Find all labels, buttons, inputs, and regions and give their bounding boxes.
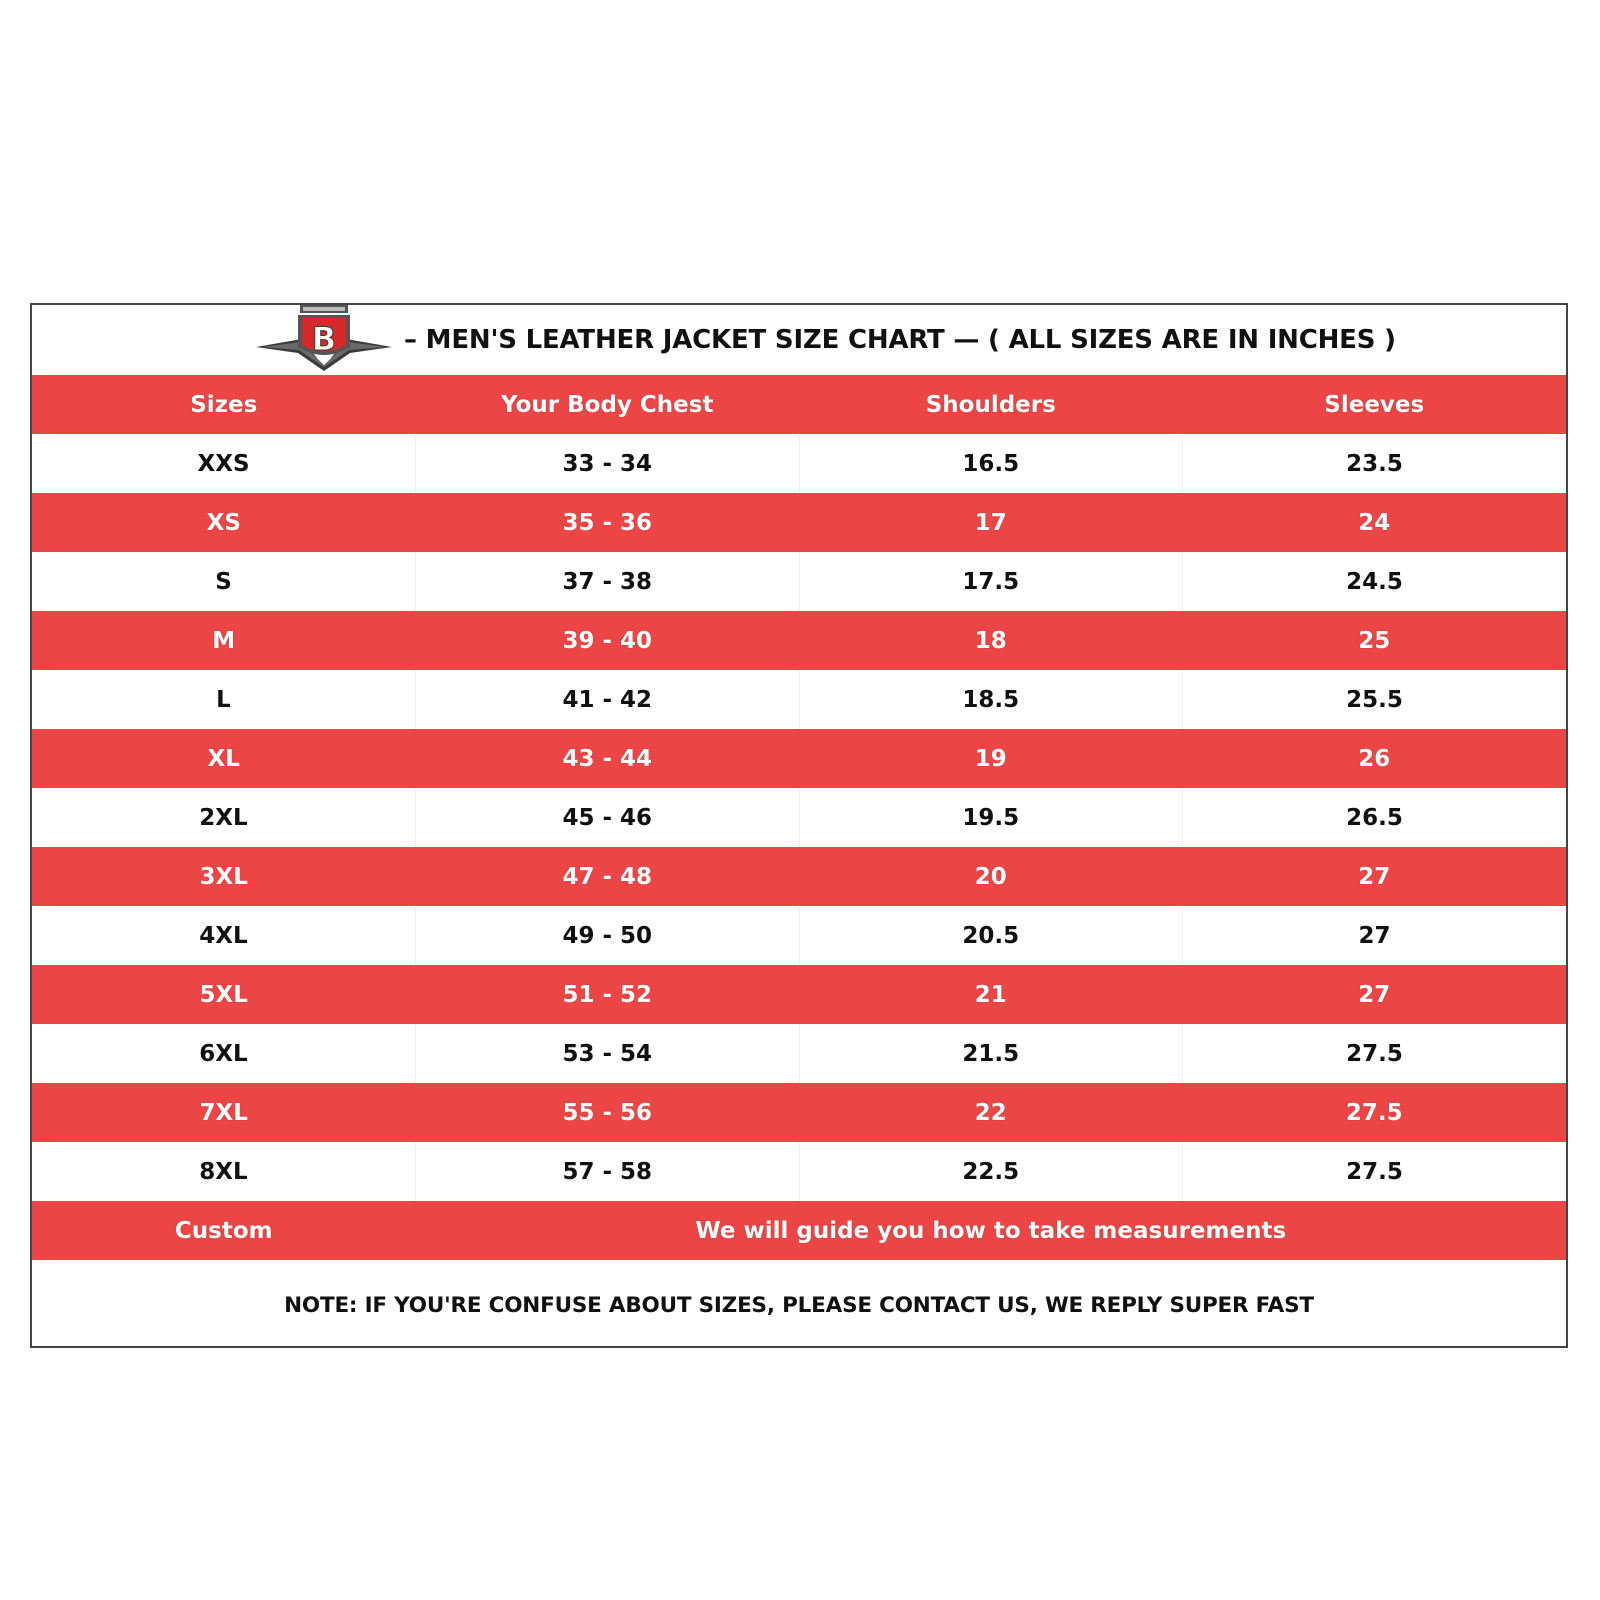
- table-row: [32, 906, 1566, 965]
- column-header-chest: Your Body Chest: [501, 391, 714, 418]
- chest-cell: 37 - 38: [416, 552, 800, 611]
- custom-label: Custom: [174, 1217, 273, 1244]
- shoulders-cell: 17.5: [799, 552, 1183, 611]
- chest-cell: 55 - 56: [562, 1099, 653, 1126]
- chest-cell: 49 - 50: [416, 906, 800, 965]
- chest-cell: 35 - 36: [562, 509, 653, 536]
- table-row: [32, 788, 1566, 847]
- note-text: NOTE: IF YOU'RE CONFUSE ABOUT SIZES, PLEASE CONTACT US, WE REPLY SUPER FAST: [284, 1293, 1314, 1318]
- sleeves-cell: 23.5: [1183, 434, 1567, 493]
- shoulders-cell: 20: [974, 863, 1007, 890]
- sleeves-cell: 24: [1358, 509, 1391, 536]
- table-row: [32, 1083, 1566, 1142]
- chest-cell: 57 - 58: [416, 1142, 800, 1201]
- sleeves-cell: 26: [1358, 745, 1391, 772]
- size-cell: L: [216, 686, 231, 713]
- chest-cell: 51 - 52: [562, 981, 653, 1008]
- size-rows: [32, 434, 1566, 1201]
- size-cell: 4XL: [199, 922, 248, 949]
- shoulders-cell: 22.5: [799, 1142, 1183, 1201]
- custom-row: [32, 1201, 1566, 1260]
- table-row: [32, 670, 1566, 729]
- sleeves-cell: 26.5: [1183, 788, 1567, 847]
- title-bar: [32, 305, 1566, 375]
- size-cell: 3XL: [199, 863, 248, 890]
- column-header-sizes: Sizes: [190, 391, 258, 418]
- shoulders-cell: 18.5: [799, 670, 1183, 729]
- shoulders-cell: 22: [974, 1099, 1007, 1126]
- size-cell: 7XL: [199, 1099, 248, 1126]
- shoulders-cell: 19.5: [799, 788, 1183, 847]
- size-table: [32, 375, 1566, 1260]
- chest-cell: 43 - 44: [562, 745, 653, 772]
- column-header-sleeves: Sleeves: [1324, 391, 1425, 418]
- shoulders-cell: 16.5: [799, 434, 1183, 493]
- table-row: [32, 1024, 1566, 1083]
- chart-title: – MEN'S LEATHER JACKET SIZE CHART — ( ALL SIZES ARE IN INCHES ): [404, 325, 1396, 355]
- table-row: [32, 552, 1566, 611]
- size-cell: 5XL: [199, 981, 248, 1008]
- size-cell: M: [212, 627, 236, 654]
- table-row: [32, 611, 1566, 670]
- sleeves-cell: 25: [1358, 627, 1391, 654]
- chest-cell: 53 - 54: [416, 1024, 800, 1083]
- table-row: [32, 493, 1566, 552]
- sleeves-cell: 27: [1358, 863, 1391, 890]
- column-header-shoulders: Shoulders: [925, 391, 1056, 418]
- sleeves-cell: 25.5: [1183, 670, 1567, 729]
- header-row: [32, 375, 1566, 434]
- size-chart: [30, 303, 1568, 1348]
- size-cell: XXS: [197, 450, 250, 477]
- size-cell: XL: [207, 745, 240, 772]
- chest-cell: 39 - 40: [562, 627, 653, 654]
- table-row: [32, 434, 1566, 493]
- table-row: [32, 965, 1566, 1024]
- table-row: [32, 729, 1566, 788]
- sleeves-cell: 27.5: [1183, 1142, 1567, 1201]
- shoulders-cell: 21.5: [799, 1024, 1183, 1083]
- shoulders-cell: 17: [974, 509, 1007, 536]
- shoulders-cell: 19: [974, 745, 1007, 772]
- logo-letter: B: [311, 320, 337, 358]
- size-cell: 8XL: [199, 1158, 248, 1185]
- chest-cell: 45 - 46: [416, 788, 800, 847]
- sleeves-cell: 27.5: [1345, 1099, 1403, 1126]
- chest-cell: 47 - 48: [562, 863, 653, 890]
- size-cell: XS: [206, 509, 241, 536]
- shoulders-cell: 20.5: [799, 906, 1183, 965]
- sleeves-cell: 27.5: [1183, 1024, 1567, 1083]
- size-cell: 2XL: [199, 804, 248, 831]
- size-cell: S: [215, 568, 232, 595]
- chest-cell: 41 - 42: [416, 670, 800, 729]
- size-cell: 6XL: [199, 1040, 248, 1067]
- chest-cell: 33 - 34: [416, 434, 800, 493]
- shield-crest-icon: [254, 305, 394, 371]
- custom-text: We will guide you how to take measurements: [695, 1217, 1287, 1244]
- shoulders-cell: 18: [974, 627, 1007, 654]
- table-row: [32, 1142, 1566, 1201]
- sleeves-cell: 24.5: [1183, 552, 1567, 611]
- table-row: [32, 847, 1566, 906]
- sleeves-cell: 27: [1183, 906, 1567, 965]
- sleeves-cell: 27: [1358, 981, 1391, 1008]
- shoulders-cell: 21: [974, 981, 1007, 1008]
